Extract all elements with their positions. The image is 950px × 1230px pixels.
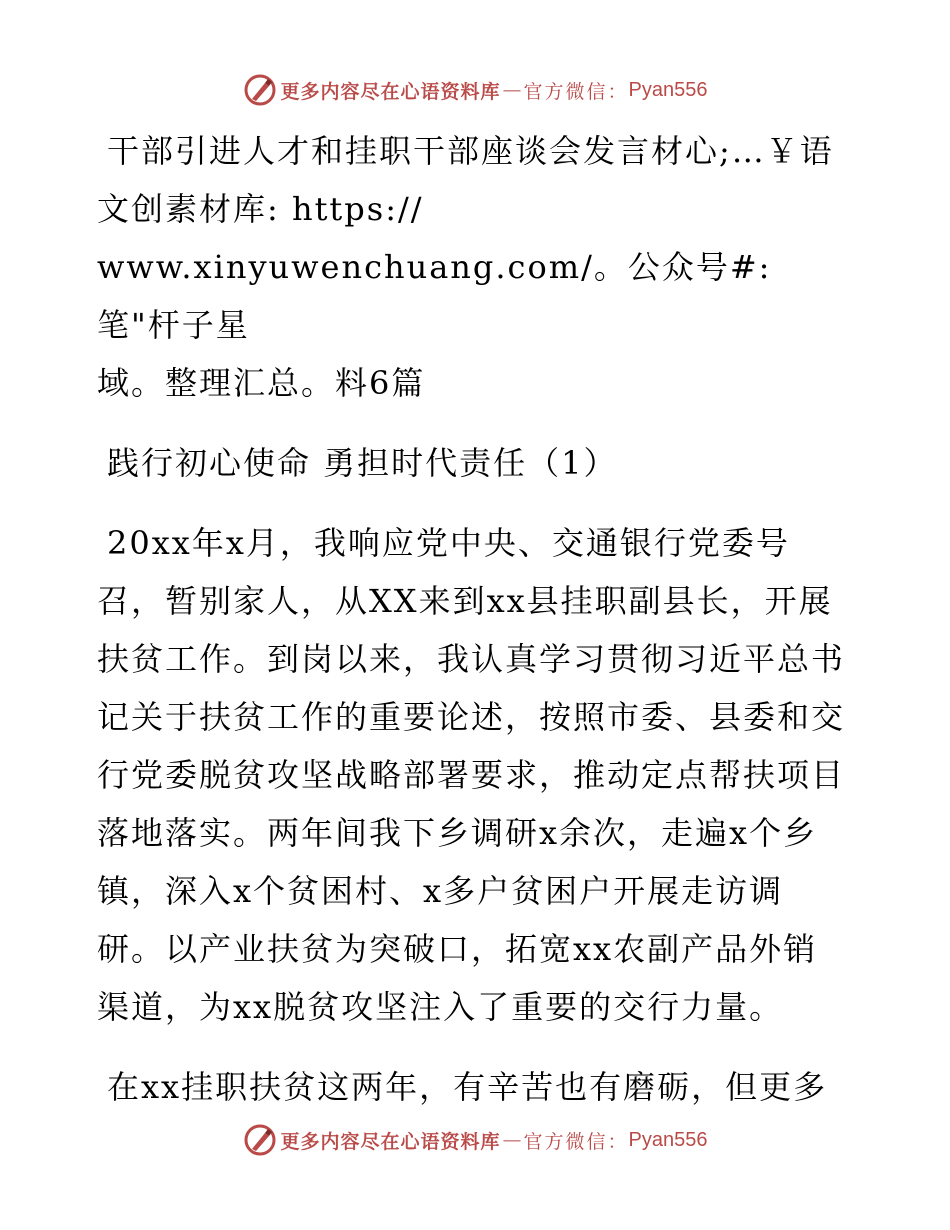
document-body bbox=[97, 122, 867, 1122]
text-line: www.xinyuwenchuang.com/。公众号#: 笔"杆子星 bbox=[97, 248, 772, 344]
text-line: 域。整理汇总。料6篇 bbox=[97, 364, 426, 402]
banner-main-text: 更多内容尽在心语资料库 bbox=[280, 1130, 501, 1153]
body-paragraph bbox=[97, 514, 867, 1036]
text-line: 召，暂别家人，从XX来到xx县挂职副县长，开展 bbox=[97, 582, 833, 620]
intro-paragraph bbox=[97, 122, 867, 412]
text-line: 践行初心使命 勇担时代责任（1） bbox=[107, 444, 618, 482]
banner-dash: — bbox=[502, 79, 522, 101]
text-line: 渠道，为xx脱贫攻坚注入了重要的交行力量。 bbox=[97, 988, 784, 1026]
pen-circle-logo-icon bbox=[243, 1123, 277, 1157]
header-watermark-banner bbox=[0, 70, 950, 110]
banner-main-text: 更多内容尽在心语资料库 bbox=[280, 80, 501, 103]
text-line: 在xx挂职扶贫这两年，有辛苦也有磨砺，但更多 bbox=[107, 1068, 828, 1106]
footer-watermark-banner bbox=[0, 1120, 950, 1160]
text-line: 文创素材库: https:// bbox=[97, 190, 424, 228]
banner-dash: — bbox=[502, 1129, 522, 1151]
text-line: 研。以产业扶贫为突破口，拓宽xx农副产品外销 bbox=[97, 930, 818, 968]
text-line: 干部引进人才和挂职干部座谈会发言材心;…￥语 bbox=[107, 132, 834, 170]
text-line: 20xx年x月，我响应党中央、交通银行党委号 bbox=[107, 524, 790, 562]
text-line: 行党委脱贫攻坚战略部署要求，推动定点帮扶项目 bbox=[97, 756, 846, 794]
text-line: 记关于扶贫工作的重要论述，按照市委、县委和交 bbox=[97, 698, 846, 736]
text-line: 镇，深入x个贫困村、x多户贫困户开展走访调 bbox=[97, 872, 784, 910]
body-paragraph bbox=[97, 1058, 867, 1122]
pen-circle-logo-icon bbox=[243, 73, 277, 107]
section-title bbox=[97, 434, 867, 492]
banner-official-label: 官方微信： bbox=[523, 1130, 629, 1153]
banner-official-label: 官方微信： bbox=[523, 80, 629, 103]
text-line: 扶贫工作。到岗以来，我认真学习贯彻习近平总书 bbox=[97, 640, 846, 678]
text-line: 落地落实。两年间我下乡调研x余次，走遍x个乡 bbox=[97, 814, 818, 852]
banner-wechat-handle: Pyan556 bbox=[628, 78, 708, 101]
banner-wechat-handle: Pyan556 bbox=[628, 1128, 708, 1151]
